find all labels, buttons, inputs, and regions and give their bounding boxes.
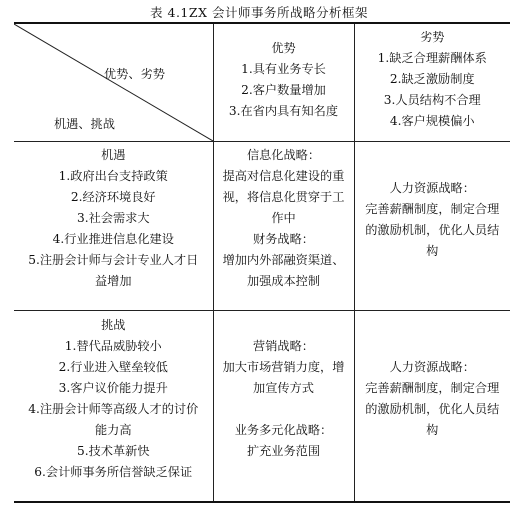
threat-item: 6.会计师事务所信誉缺乏保证 <box>34 465 193 479</box>
opportunity-item: 3.社会需求大 <box>76 211 150 225</box>
so-line: 信息化战略： <box>246 148 321 162</box>
weakness-item: 1.缺乏合理薪酬体系 <box>377 51 487 65</box>
so-line: 视，将信息化贯穿于工 <box>222 190 345 204</box>
so-line: 提高对信息化建设的重 <box>222 169 345 183</box>
st-strategy-cell <box>213 311 354 503</box>
strength-item: 1.具有业务专长 <box>241 62 326 76</box>
st-line: 加宣传方式 <box>253 381 314 395</box>
wt-line: 的激励机制，优化人员结 <box>365 402 500 416</box>
weakness-item: 3.人员结构不合理 <box>383 93 481 107</box>
strengths-title: 优势 <box>271 41 296 55</box>
diag-label-opportunities-threats: 机遇、挑战 <box>54 117 115 131</box>
so-strategy-cell <box>213 142 354 311</box>
st-line: 加大市场营销力度，增 <box>222 360 345 374</box>
weaknesses-title: 劣势 <box>420 30 445 44</box>
so-line: 财务战略： <box>253 232 314 246</box>
opportunities-title: 机遇 <box>101 148 126 162</box>
so-line: 加强成本控制 <box>246 274 321 288</box>
threats-cell <box>14 311 213 503</box>
swot-strategy-table <box>14 22 510 503</box>
opportunity-item: 2.经济环境良好 <box>70 190 156 204</box>
opportunity-item: 4.行业推进信息化建设 <box>52 232 174 246</box>
wo-line: 人力资源战略： <box>389 181 475 195</box>
so-line: 作中 <box>271 211 296 225</box>
wo-strategy-cell <box>354 142 510 311</box>
st-spacer-line <box>217 399 351 420</box>
strength-item: 2.客户数量增加 <box>241 83 326 97</box>
so-line: 增加内外部融资渠道、 <box>222 253 345 267</box>
strength-item: 3.在省内具有知名度 <box>228 104 339 118</box>
threat-item: 4.注册会计师等高级人才的讨价 <box>28 402 199 416</box>
diag-label-strengths-weaknesses: 优势、劣势 <box>104 67 165 81</box>
opportunity-item: 1.政府出台支持政策 <box>58 169 168 183</box>
header-row <box>14 23 510 142</box>
wt-strategy-cell <box>354 311 510 503</box>
wo-line: 完善薪酬制度，制定合理 <box>365 202 500 216</box>
wt-line: 完善薪酬制度，制定合理 <box>365 381 500 395</box>
threat-item: 2.行业进入壁垒较低 <box>58 360 168 374</box>
opportunities-cell <box>14 142 213 311</box>
wt-line: 构 <box>426 423 439 437</box>
threat-item: 3.客户议价能力提升 <box>58 381 168 395</box>
table-title: 表 4.1ZX 会计师事务所战略分析框架 <box>150 5 368 20</box>
opportunity-item: 益增加 <box>94 274 132 288</box>
threat-item: 5.技术革新快 <box>76 444 150 458</box>
wt-line: 人力资源战略： <box>389 360 475 374</box>
weakness-item: 2.缺乏激励制度 <box>389 72 475 86</box>
wo-line: 构 <box>426 244 439 258</box>
st-line: 营销战略： <box>253 339 314 353</box>
weaknesses-cell <box>354 23 510 142</box>
threats-title: 挑战 <box>101 318 126 332</box>
st-line: 业务多元化战略： <box>234 423 333 437</box>
threat-item: 1.替代品威胁较小 <box>64 339 162 353</box>
threat-item: 能力高 <box>94 423 132 437</box>
strengths-cell <box>213 23 354 142</box>
threats-row <box>14 311 510 503</box>
opportunities-row <box>14 142 510 311</box>
weakness-item: 4.客户规模偏小 <box>389 114 475 128</box>
opportunity-item: 5.注册会计师与会计专业人才日 <box>28 253 199 267</box>
diagonal-header-cell <box>14 23 213 142</box>
st-line: 扩充业务范围 <box>246 444 321 458</box>
wo-line: 的激励机制，优化人员结 <box>365 223 500 237</box>
